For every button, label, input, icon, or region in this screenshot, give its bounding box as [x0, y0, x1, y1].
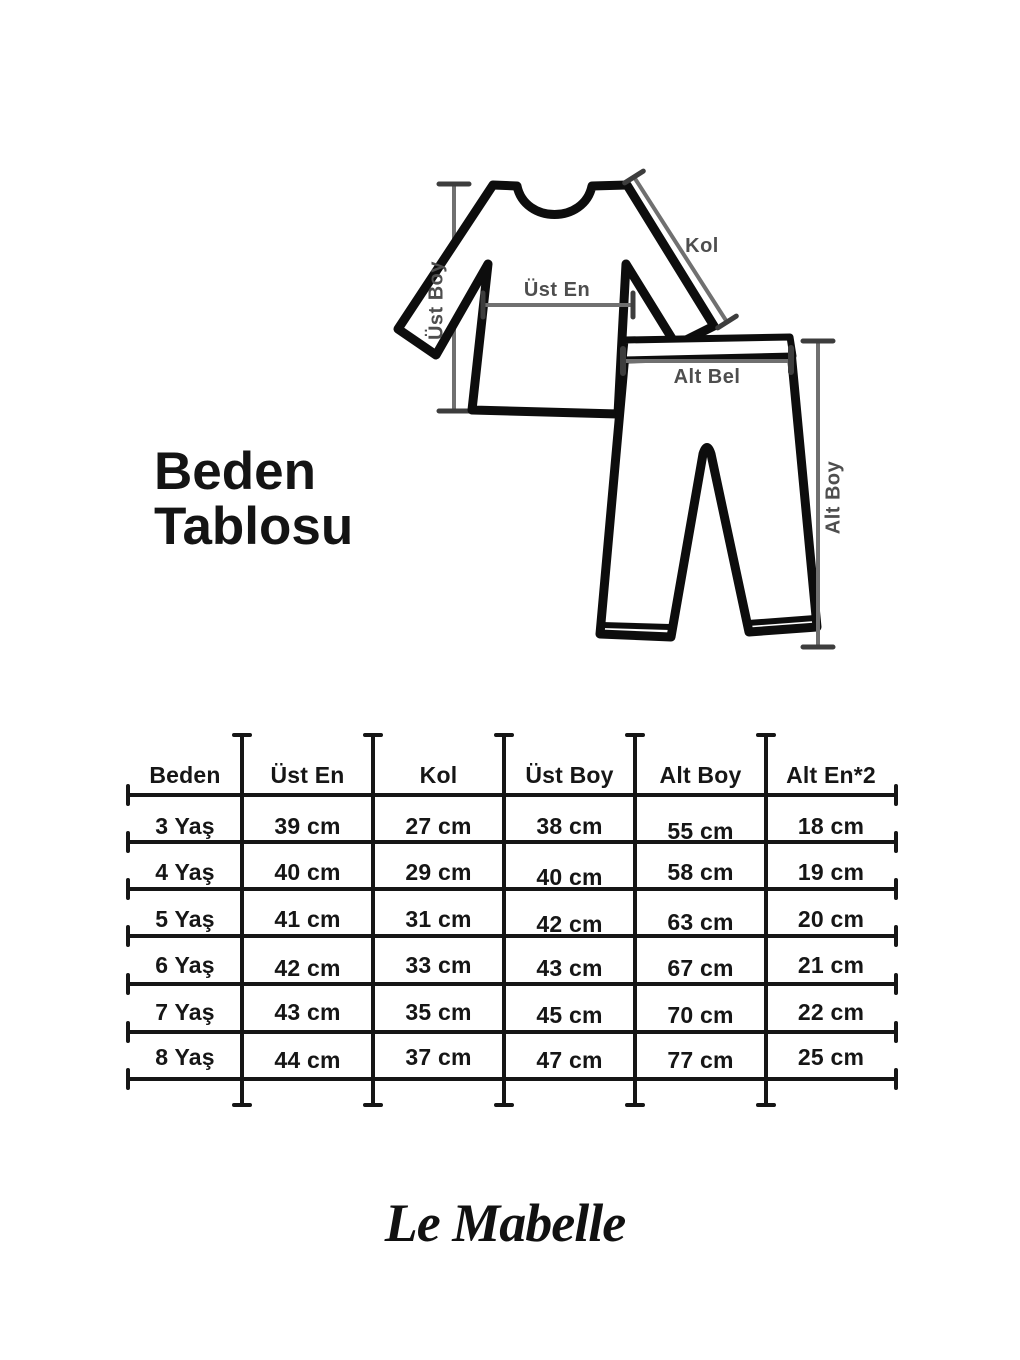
- cell-value: 45 cm: [536, 1002, 603, 1028]
- column-header-beden: Beden: [149, 762, 221, 788]
- cell-value: 38 cm: [536, 813, 603, 839]
- cell-value: 40 cm: [274, 859, 341, 885]
- cell-value: 29 cm: [405, 859, 472, 885]
- cell-size: 7 Yaş: [155, 999, 215, 1025]
- cell-value: 33 cm: [405, 952, 472, 978]
- table-row: [128, 942, 896, 988]
- brand-logo: Le Mabelle: [384, 1193, 626, 1253]
- cell-value: 31 cm: [405, 906, 472, 932]
- table-row: [128, 1034, 896, 1080]
- table-row: [128, 849, 896, 895]
- cell-value: 67 cm: [667, 955, 734, 981]
- cell-value: 22 cm: [797, 999, 865, 1025]
- cell-value: 42 cm: [274, 955, 341, 981]
- column-header-ust-en: Üst En: [270, 762, 345, 788]
- page-title: [154, 444, 353, 554]
- column-header-alt-en2: Alt En*2: [786, 762, 876, 788]
- cell-value: 63 cm: [667, 909, 734, 935]
- cell-value: 42 cm: [536, 911, 603, 937]
- table-row: [128, 803, 896, 849]
- table-row: [128, 989, 896, 1035]
- cell-value: 43 cm: [536, 955, 603, 981]
- cell-size: 5 Yaş: [155, 906, 215, 932]
- cell-value: 55 cm: [667, 818, 734, 844]
- cell-value: 39 cm: [274, 813, 341, 839]
- cell-value: 35 cm: [405, 999, 472, 1025]
- cell-value: 43 cm: [274, 999, 341, 1025]
- cell-value: 44 cm: [274, 1047, 341, 1073]
- cell-value: 70 cm: [667, 1002, 734, 1028]
- cell-value: 58 cm: [667, 859, 734, 885]
- cell-value: 19 cm: [797, 859, 865, 885]
- label-bottom-waist: Alt Bel: [673, 366, 741, 388]
- cell-value: 18 cm: [797, 813, 865, 839]
- cell-value: 40 cm: [536, 864, 603, 890]
- cell-value: 20 cm: [797, 906, 865, 932]
- table-row: [128, 896, 896, 942]
- page-title-line2: Tablosu: [154, 497, 354, 556]
- cell-value: 21 cm: [797, 952, 865, 978]
- column-header-ust-boy: Üst Boy: [525, 762, 614, 788]
- cell-value: 41 cm: [274, 906, 341, 932]
- cell-value: 25 cm: [797, 1044, 865, 1070]
- cell-size: 6 Yaş: [155, 952, 215, 978]
- label-sleeve: Kol: [685, 235, 719, 257]
- label-top-width: Üst En: [523, 279, 591, 301]
- table-header-row: [128, 752, 896, 798]
- page-title-line1: Beden: [154, 442, 316, 501]
- cell-value: 37 cm: [405, 1044, 472, 1070]
- cell-value: 47 cm: [536, 1047, 603, 1073]
- cell-size: 8 Yaş: [155, 1044, 215, 1070]
- column-header-alt-boy: Alt Boy: [659, 762, 742, 788]
- label-bottom-length: Alt Boy: [822, 460, 845, 535]
- cell-value: 27 cm: [405, 813, 472, 839]
- column-header-kol: Kol: [419, 762, 458, 788]
- cell-value: 77 cm: [667, 1047, 734, 1073]
- pants-waistband: [623, 337, 793, 360]
- label-top-length: Üst Boy: [425, 260, 448, 341]
- cell-size: 3 Yaş: [155, 813, 215, 839]
- cell-size: 4 Yaş: [155, 859, 215, 885]
